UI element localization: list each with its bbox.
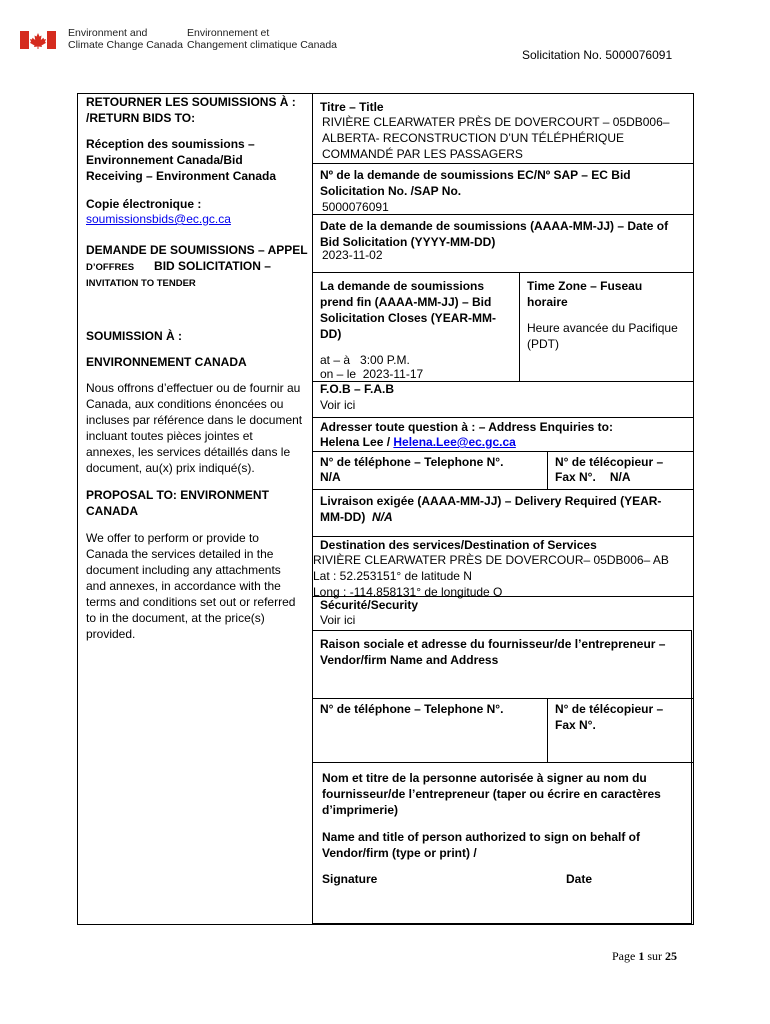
contact-name: Helena Lee /	[320, 435, 394, 449]
submission-to-label: SOUMISSION À :	[86, 329, 183, 343]
bids-email-link[interactable]: soumissionsbids@ec.gc.ca	[86, 212, 231, 226]
vendor-fax-label: N° de télécopieur – Fax N°.	[555, 702, 664, 732]
divider	[312, 417, 693, 418]
contact-email-link[interactable]: Helena.Lee@ec.gc.ca	[393, 435, 516, 449]
divider	[312, 451, 693, 452]
fob-label: F.O.B – F.A.B	[320, 382, 395, 396]
fax-row	[555, 469, 630, 485]
title-label: Titre – Title	[320, 100, 384, 114]
title-value: RIVIÈRE CLEARWATER PRÈS DE DOVERCOURT – 05DB006– ALBERTA- RECONSTRUCTION D’UN TÉLÉPHÉRIQUE COMMANDÉ PAR LES PASSAGERS	[322, 115, 670, 161]
english-offer-paragraph: We offer to perform or provide to Canada the services detailed in the document including any attachments and annexes, in accordance with the terms and conditions set out or referred to in the document, at the price(s) provided.	[86, 531, 296, 641]
authorized-person-label-en: Name and title of person authorized to sign on behalf of Vendor/firm (type or print) /	[322, 830, 641, 860]
delivery-value: N/A	[372, 510, 393, 524]
divider	[519, 272, 520, 381]
closing-time: at – à 3:00 P.M.	[320, 353, 410, 367]
closing-date-value: on – le 2023-11-17	[320, 367, 424, 381]
fax-label: N° de télécopieur –	[555, 455, 664, 469]
security-value: Voir ici	[320, 613, 356, 627]
telephone-value: N/A	[320, 470, 341, 484]
fax-value: N/A	[609, 470, 631, 484]
time-zone-value: Heure avancée du Pacifique (PDT)	[527, 321, 678, 351]
destination-label: Destination des services/Destination of Services	[320, 538, 597, 552]
frame-left-border	[77, 93, 78, 925]
divider	[312, 698, 693, 699]
divider	[312, 762, 693, 763]
signature-label: Signature	[322, 872, 378, 886]
closing-date-label: La demande de soumissions prend fin (AAAA-MM-JJ) – Bid Solicitation Closes (YEAR-MM- DD)	[320, 279, 497, 341]
solicitation-number-header: Solicitation No. 5000076091	[522, 48, 673, 62]
fob-value: Voir ici	[320, 398, 356, 412]
authorized-person-label-fr: Nom et titre de la personne autorisée à signer au nom du fournisseur/de l’entrepreneur (taper ou écrire en caractères d’imprimerie)	[322, 771, 661, 817]
date-label: Date	[566, 872, 593, 886]
vendor-name-label: Raison sociale et adresse du fournisseur/de l’entrepreneur – Vendor/firm Name and Address	[320, 637, 666, 667]
proposal-to-heading: PROPOSAL TO: ENVIRONMENT CANADA	[86, 488, 269, 518]
return-bids-title: RETOURNER LES SOUMISSIONS À : /RETURN BIDS TO:	[86, 95, 296, 125]
telephone-label: N° de téléphone – Telephone N°.	[320, 455, 504, 469]
canada-flag-logo	[20, 31, 56, 49]
bid-solicitation-heading: DEMANDE DE SOUMISSIONS – APPEL D’OFFRES BID SOLICITATION – INVITATION TO TENDER	[86, 243, 308, 289]
vendor-telephone-label: N° de téléphone – Telephone N°.	[320, 702, 504, 716]
solicitation-number-value: 5000076091	[322, 200, 389, 214]
frame-bottom-border	[77, 924, 694, 925]
dept-name-en: Environment and Climate Change Canada	[68, 27, 183, 51]
dept-name-fr: Environnement et Changement climatique Canada	[187, 27, 338, 51]
enquiries-label: Adresser toute question à : – Address Enquiries to:	[320, 420, 613, 434]
divider	[312, 272, 693, 273]
divider	[547, 698, 548, 762]
security-label: Sécurité/Security	[320, 598, 419, 612]
environment-canada-label: ENVIRONNEMENT CANADA	[86, 355, 247, 369]
french-offer-paragraph: Nous offrons d’effectuer ou de fournir au Canada, aux conditions énoncées ou incluses par référence dans le document incluant toutes pièces jointes et annexes, les services détaillés dans le document, au(x) prix indiqué(s).	[86, 381, 303, 475]
electronic-copy-label: Copie électronique :	[86, 197, 202, 211]
page-number: Page 1 sur 25	[612, 949, 677, 963]
bid-receiving-address: Réception des soumissions – Environnement Canada/Bid Receiving – Environment Canada	[86, 137, 277, 183]
frame-right-border	[693, 93, 694, 925]
divider	[312, 163, 693, 164]
divider	[547, 451, 548, 489]
fax-label-2: Fax N°.	[555, 470, 596, 484]
solicitation-date-value: 2023-11-02	[322, 248, 383, 262]
destination-value: RIVIÈRE CLEARWATER PRÈS DE DOVERCOUR– 05DB006– AB Lat : 52.253151° de latitude N Long : -114.858131° de longitude O	[313, 553, 669, 599]
divider	[312, 214, 693, 215]
divider	[312, 489, 693, 490]
solicitation-number-label: Nº de la demande de soumissions EC/Nº SAP – EC Bid Solicitation No. /SAP No.	[320, 168, 631, 198]
time-zone-label: Time Zone – Fuseau horaire	[527, 279, 643, 309]
delivery-label: Livraison exigée (AAAA-MM-JJ) – Delivery Required (YEAR- MM-DD) N/A	[320, 494, 662, 524]
contact	[320, 434, 516, 450]
solicitation-date-label: Date de la demande de soumissions (AAAA-MM-JJ) – Date of Bid Solicitation (YYYY-MM-DD)	[320, 219, 669, 249]
